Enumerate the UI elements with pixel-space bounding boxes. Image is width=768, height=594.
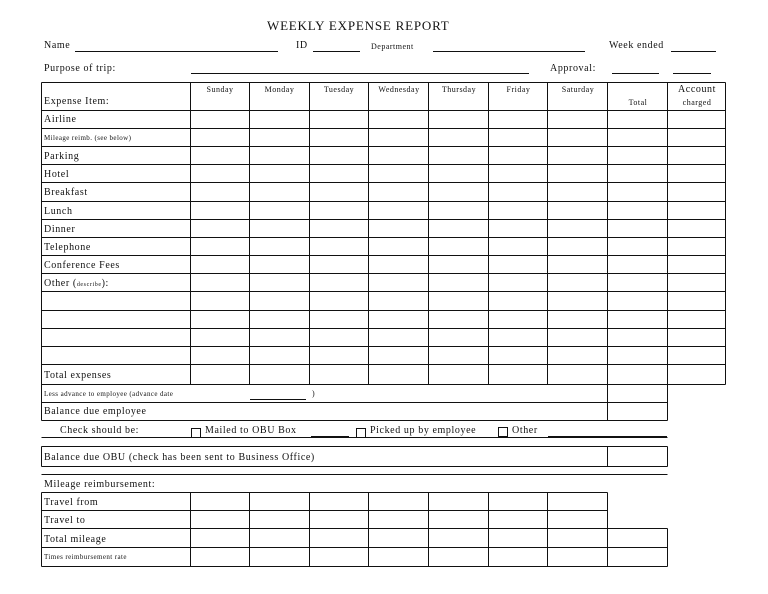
day-header-friday: Friday — [506, 85, 531, 94]
page-title: WEEKLY EXPENSE REPORT — [267, 18, 450, 33]
day-header-wednesday: Wednesday — [378, 85, 420, 94]
day-header-sunday: Sunday — [206, 85, 234, 94]
balance-due-obu-label: Balance due OBU (check has been sent to Business Office) — [44, 452, 315, 463]
other-label: Other — [512, 425, 538, 436]
other-checkbox[interactable] — [498, 427, 508, 437]
check-should-be-label: Check should be: — [60, 425, 140, 436]
row-telephone: Telephone — [44, 242, 91, 253]
other-field[interactable] — [548, 436, 667, 437]
day-header-monday: Monday — [264, 85, 295, 94]
less-advance-label: Less advance to employee (advance date — [44, 390, 174, 398]
row-parking: Parking — [44, 151, 80, 162]
approval-field-1[interactable] — [612, 73, 659, 74]
row-breakfast: Breakfast — [44, 187, 88, 198]
id-field[interactable] — [313, 51, 360, 52]
approval-label: Approval: — [550, 63, 596, 74]
account-header: Account — [677, 84, 717, 95]
mileage-row-reimbursement-rate: Times reimbursement rate — [44, 553, 127, 561]
advance-close-paren: ) — [312, 389, 316, 398]
row-mileage-reimb: Mileage reimb. (see below) — [44, 134, 132, 142]
mailed-checkbox[interactable] — [191, 428, 201, 438]
picked-up-label: Picked up by employee — [370, 425, 477, 436]
approval-field-2[interactable] — [673, 73, 711, 74]
obu-box-field[interactable] — [311, 436, 349, 437]
day-header-thursday: Thursday — [441, 85, 477, 94]
advance-date-field[interactable] — [250, 399, 306, 400]
day-header-tuesday: Tuesday — [323, 85, 355, 94]
expense-item-header: Expense Item: — [44, 96, 110, 107]
purpose-label: Purpose of trip: — [44, 63, 116, 74]
total-header: Total — [628, 98, 648, 107]
row-other: Other (describe): — [44, 278, 109, 289]
picked-up-checkbox[interactable] — [356, 428, 366, 438]
name-field[interactable] — [75, 51, 278, 52]
mileage-row-travel-to: Travel to — [44, 515, 86, 526]
name-label: Name — [44, 40, 71, 51]
row-lunch: Lunch — [44, 206, 73, 217]
row-airline: Airline — [44, 114, 77, 125]
mileage-row-travel-from: Travel from — [44, 497, 99, 508]
mileage-row-total-mileage: Total mileage — [44, 534, 107, 545]
department-label: Department — [371, 42, 414, 51]
week-ended-label: Week ended — [609, 40, 664, 51]
mileage-title: Mileage reimbursement: — [44, 479, 156, 490]
describe-hint: describe — [76, 282, 102, 288]
day-header-saturday: Saturday — [561, 85, 595, 94]
department-field[interactable] — [433, 51, 585, 52]
row-dinner: Dinner — [44, 224, 76, 235]
row-total-expenses: Total expenses — [44, 370, 112, 381]
balance-due-employee-label: Balance due employee — [44, 406, 147, 417]
purpose-field[interactable] — [191, 73, 529, 74]
row-hotel: Hotel — [44, 169, 70, 180]
week-ended-field[interactable] — [671, 51, 716, 52]
charged-header: charged — [682, 98, 712, 107]
mailed-label: Mailed to OBU Box — [205, 425, 297, 436]
row-conference-fees: Conference Fees — [44, 260, 120, 271]
id-label: ID — [296, 40, 308, 51]
